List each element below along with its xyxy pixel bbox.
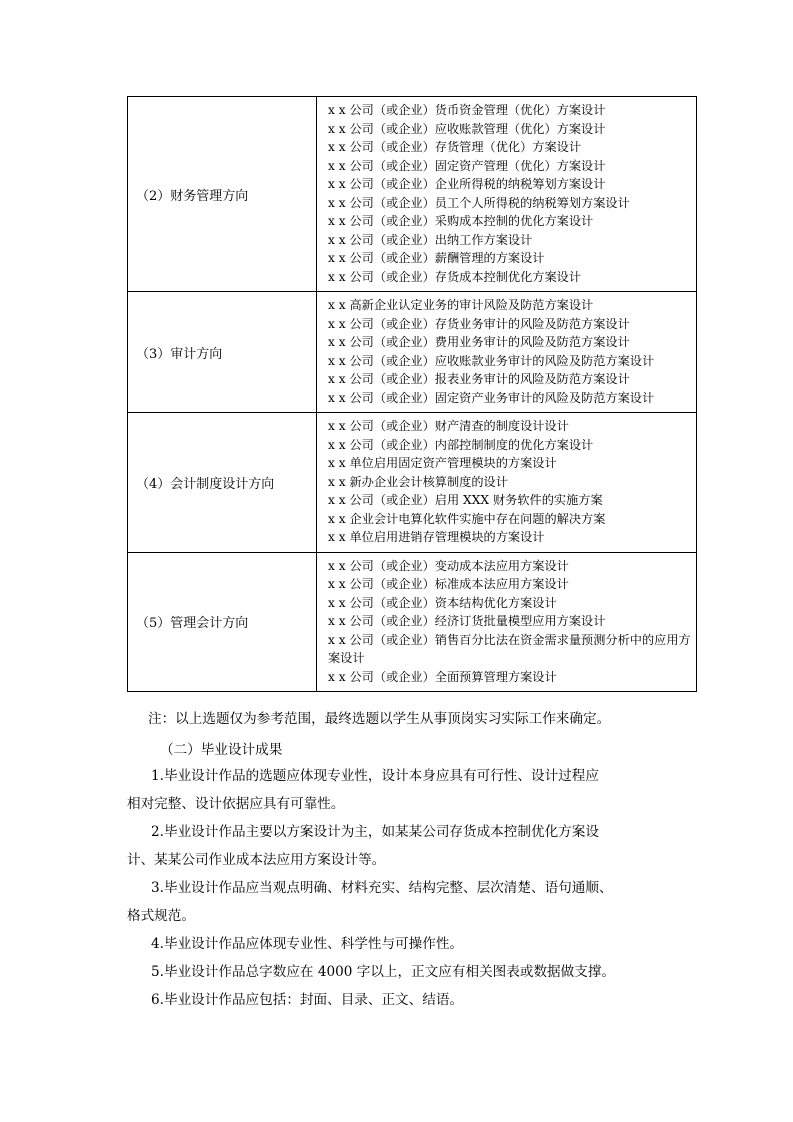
section-title: （二）毕业设计成果 [160, 742, 283, 758]
requirement-3-line-1: 3.毕业设计作品应当观点明确、材料充实、结构完整、层次清楚、语句通顺、 [151, 880, 613, 896]
requirement-paragraph-6 [127, 986, 697, 1014]
topic-item: x x 单位启用固定资产管理模块的方案设计 [328, 456, 557, 470]
topic-item: x x 公司（或企业）全面预算管理方案设计 [328, 669, 557, 684]
table-note: 注：以上选题仅为参考范围，最终选题以学生从事顶岗实习实际工作来确定。 [148, 711, 611, 727]
topic-item: x x 公司（或企业）费用业务审计的风险及防范方案设计 [328, 335, 630, 349]
requirement-paragraph-2 [127, 818, 697, 874]
requirement-paragraph-1 [127, 762, 697, 818]
requirement-2-line-1: 2.毕业设计作品主要以方案设计为主，如某某公司存货成本控制优化方案设 [151, 824, 599, 840]
topic-item: x x 高新企业认定业务的审计风险及防范方案设计 [328, 298, 594, 312]
direction-row [128, 97, 697, 292]
topic-table-body [128, 97, 697, 692]
direction-topics [317, 552, 697, 692]
requirement-paragraph-4 [127, 930, 697, 958]
topic-item: x x 公司（或企业）应收账款管理（优化）方案设计 [328, 121, 606, 136]
topic-item: x x 公司（或企业）报表业务审计的风险及防范方案设计 [328, 372, 630, 386]
topic-item: x x 公司（或企业）存货业务审计的风险及防范方案设计 [328, 316, 630, 331]
topic-item: x x 公司（或企业）采购成本控制的优化方案设计 [328, 214, 594, 228]
direction-row [128, 292, 697, 413]
topic-item: x x 公司（或企业）货币资金管理（优化）方案设计 [328, 103, 606, 117]
requirement-1-line-2: 相对完整、设计依据应具有可靠性。 [127, 796, 345, 812]
direction-row [128, 413, 697, 553]
topic-item: x x 公司（或企业）固定资产业务审计的风险及防范方案设计 [328, 390, 655, 405]
requirement-4-line-1: 4.毕业设计作品应体现专业性、科学性与可操作性。 [151, 936, 464, 952]
direction-name: （4）会计制度设计方向 [128, 413, 317, 553]
topic-item: x x 企业会计电算化软件实施中存在问题的解决方案 [328, 511, 606, 526]
topic-item: x x 公司（或企业）内部控制制度的优化方案设计 [328, 437, 594, 452]
topic-item: x x 公司（或企业）薪酬管理的方案设计 [328, 251, 545, 265]
direction-row [128, 552, 697, 692]
topic-item: x x 公司（或企业）员工个人所得税的纳税筹划方案设计 [328, 195, 630, 210]
requirement-paragraph-3 [127, 874, 697, 930]
topic-item: x x 公司（或企业）启用 XXX 财务软件的实施方案 [328, 493, 603, 507]
topic-item: x x 公司（或企业）固定资产管理（优化）方案设计 [328, 158, 606, 173]
topic-item: x x 公司（或企业）销售百分比法在资金需求量预测分析中的应用方案设计 [328, 632, 691, 665]
topic-item: x x 公司（或企业）存货成本控制优化方案设计 [328, 269, 582, 284]
requirement-3-line-2: 格式规范。 [127, 908, 195, 924]
requirement-2-line-2: 计、某某公司作业成本法应用方案设计等。 [127, 852, 386, 868]
requirement-5-line-1: 5.毕业设计作品总字数应在 4000 字以上，正文应有相关图表或数据做支撑。 [151, 964, 616, 980]
direction-name: （3）审计方向 [128, 292, 317, 413]
topic-item: x x 公司（或企业）标准成本法应用方案设计 [328, 577, 569, 591]
topic-item: x x 公司（或企业）应收账款业务审计的风险及防范方案设计 [328, 353, 655, 368]
topic-item: x x 公司（或企业）财产清查的制度设计设计 [328, 419, 569, 433]
topic-item: x x 公司（或企业）出纳工作方案设计 [328, 232, 533, 247]
requirement-6-line-1: 6.毕业设计作品应包括：封面、目录、正文、结语。 [151, 992, 464, 1008]
direction-name: （5）管理会计方向 [128, 552, 317, 692]
topic-item: x x 公司（或企业）变动成本法应用方案设计 [328, 558, 569, 573]
requirement-paragraph-5 [127, 958, 697, 986]
topic-item: x x 单位启用进销存管理模块的方案设计 [328, 530, 545, 544]
direction-topics [317, 292, 697, 413]
direction-topics [317, 97, 697, 292]
topic-item: x x 公司（或企业）经济订货批量模型应用方案设计 [328, 614, 606, 628]
topic-item: x x 公司（或企业）企业所得税的纳税筹划方案设计 [328, 177, 606, 191]
topic-table [127, 96, 697, 692]
direction-name: （2）财务管理方向 [128, 97, 317, 292]
topic-item: x x 公司（或企业）存货管理（优化）方案设计 [328, 140, 582, 154]
topic-item: x x 公司（或企业）资本结构优化方案设计 [328, 595, 557, 610]
direction-topics [317, 413, 697, 553]
requirement-1-line-1: 1.毕业设计作品的选题应体现专业性，设计本身应具有可行性、设计过程应 [151, 768, 599, 784]
topic-item: x x 新办企业会计核算制度的设计 [328, 474, 508, 489]
